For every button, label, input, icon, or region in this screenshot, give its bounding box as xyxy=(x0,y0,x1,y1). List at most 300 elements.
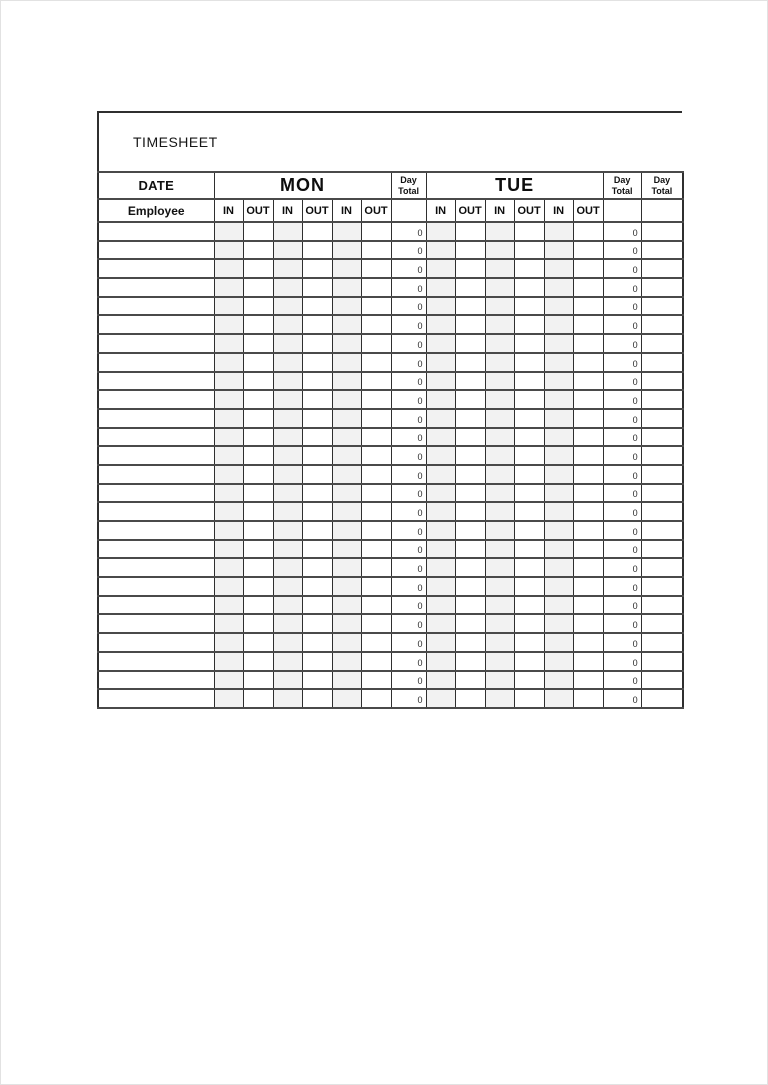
date-cell xyxy=(98,633,214,652)
mon-out-cell-3 xyxy=(361,297,391,316)
tue-out-cell-2 xyxy=(514,259,544,278)
mon-out-cell-3 xyxy=(361,222,391,241)
tue-out-cell-2 xyxy=(514,484,544,503)
mon-out-cell-3 xyxy=(361,484,391,503)
mon-in-cell-3 xyxy=(332,689,361,708)
mon-day-total-cell: 0 xyxy=(391,278,426,297)
mon-out-cell-3 xyxy=(361,502,391,521)
mon-out-cell-3 xyxy=(361,465,391,484)
timesheet-row xyxy=(98,428,683,447)
mon-in-cell-1 xyxy=(214,353,243,372)
mon-out-cell-2 xyxy=(302,484,332,503)
mon-in-cell-2 xyxy=(273,222,302,241)
mon-day-total-cell: 0 xyxy=(391,446,426,465)
third-day-total-cell xyxy=(641,577,683,596)
mon-out-header-3: OUT xyxy=(361,199,391,222)
timesheet-row xyxy=(98,241,683,260)
mon-in-cell-1 xyxy=(214,671,243,690)
mon-in-cell-1 xyxy=(214,390,243,409)
third-day-total-cell xyxy=(641,633,683,652)
mon-out-cell-1 xyxy=(243,278,273,297)
timesheet-row xyxy=(98,297,683,316)
mon-in-cell-3 xyxy=(332,446,361,465)
tue-day-total-cell: 0 xyxy=(603,372,641,391)
date-cell xyxy=(98,540,214,559)
tue-out-cell-1 xyxy=(455,465,485,484)
tue-day-total-cell: 0 xyxy=(603,297,641,316)
mon-in-cell-3 xyxy=(332,297,361,316)
tue-day-total-cell: 0 xyxy=(603,446,641,465)
tue-in-cell-2 xyxy=(485,652,514,671)
date-cell xyxy=(98,614,214,633)
tue-out-cell-3 xyxy=(573,390,603,409)
tue-out-cell-3 xyxy=(573,428,603,447)
tue-out-header-2: OUT xyxy=(514,199,544,222)
third-day-total-cell xyxy=(641,297,683,316)
tue-in-cell-1 xyxy=(426,521,455,540)
tue-day-total-cell: 0 xyxy=(603,633,641,652)
mon-in-cell-3 xyxy=(332,259,361,278)
tue-in-cell-3 xyxy=(544,259,573,278)
tue-out-cell-1 xyxy=(455,353,485,372)
third-day-total-cell xyxy=(641,446,683,465)
timesheet-row xyxy=(98,484,683,503)
tue-in-cell-1 xyxy=(426,390,455,409)
tue-in-cell-2 xyxy=(485,241,514,260)
tue-day-total-cell: 0 xyxy=(603,241,641,260)
timesheet-row xyxy=(98,577,683,596)
tue-in-cell-3 xyxy=(544,689,573,708)
mon-in-header-3: IN xyxy=(332,199,361,222)
mon-in-cell-3 xyxy=(332,222,361,241)
tue-out-cell-2 xyxy=(514,222,544,241)
mon-in-cell-2 xyxy=(273,671,302,690)
tue-in-cell-2 xyxy=(485,278,514,297)
tue-in-cell-3 xyxy=(544,428,573,447)
tue-out-cell-2 xyxy=(514,614,544,633)
mon-out-cell-1 xyxy=(243,297,273,316)
date-cell xyxy=(98,241,214,260)
tue-out-cell-1 xyxy=(455,633,485,652)
tue-out-cell-3 xyxy=(573,633,603,652)
tue-out-cell-1 xyxy=(455,521,485,540)
tue-in-cell-3 xyxy=(544,222,573,241)
mon-in-cell-1 xyxy=(214,577,243,596)
tue-out-cell-2 xyxy=(514,502,544,521)
mon-day-total-cell: 0 xyxy=(391,484,426,503)
tue-in-cell-1 xyxy=(426,614,455,633)
header-row-days xyxy=(98,172,683,199)
third-day-total-cell xyxy=(641,689,683,708)
tue-out-cell-1 xyxy=(455,484,485,503)
tue-out-cell-2 xyxy=(514,465,544,484)
mon-in-cell-3 xyxy=(332,614,361,633)
tue-in-cell-3 xyxy=(544,353,573,372)
mon-day-total-cell: 0 xyxy=(391,390,426,409)
tue-out-cell-3 xyxy=(573,259,603,278)
tue-in-cell-1 xyxy=(426,428,455,447)
third-day-total-cell xyxy=(641,652,683,671)
timesheet-row xyxy=(98,689,683,708)
mon-out-cell-3 xyxy=(361,241,391,260)
tue-in-cell-3 xyxy=(544,241,573,260)
date-cell xyxy=(98,577,214,596)
third-day-total-cell xyxy=(641,222,683,241)
mon-day-total-header: Day Total xyxy=(391,172,426,199)
tue-out-cell-3 xyxy=(573,465,603,484)
mon-in-cell-2 xyxy=(273,558,302,577)
tue-in-cell-2 xyxy=(485,521,514,540)
mon-in-cell-2 xyxy=(273,652,302,671)
timesheet-table xyxy=(97,171,684,709)
tue-out-cell-3 xyxy=(573,614,603,633)
mon-in-cell-1 xyxy=(214,540,243,559)
third-day-total-cell xyxy=(641,334,683,353)
tue-out-cell-1 xyxy=(455,390,485,409)
tue-day-total-cell: 0 xyxy=(603,502,641,521)
tue-in-cell-1 xyxy=(426,577,455,596)
mon-day-total-cell: 0 xyxy=(391,689,426,708)
mon-out-cell-3 xyxy=(361,521,391,540)
tue-in-cell-2 xyxy=(485,297,514,316)
tue-out-cell-2 xyxy=(514,372,544,391)
mon-day-total-cell: 0 xyxy=(391,428,426,447)
tue-in-cell-3 xyxy=(544,278,573,297)
date-cell xyxy=(98,558,214,577)
mon-out-cell-2 xyxy=(302,372,332,391)
tue-in-cell-1 xyxy=(426,334,455,353)
mon-in-cell-3 xyxy=(332,540,361,559)
mon-in-cell-3 xyxy=(332,334,361,353)
mon-in-cell-1 xyxy=(214,297,243,316)
mon-out-cell-2 xyxy=(302,596,332,615)
mon-out-cell-3 xyxy=(361,315,391,334)
mon-out-cell-3 xyxy=(361,428,391,447)
mon-in-cell-2 xyxy=(273,521,302,540)
tue-in-cell-2 xyxy=(485,577,514,596)
mon-out-cell-2 xyxy=(302,297,332,316)
tue-in-cell-3 xyxy=(544,558,573,577)
mon-in-cell-2 xyxy=(273,596,302,615)
mon-day-total-cell: 0 xyxy=(391,521,426,540)
mon-out-cell-2 xyxy=(302,633,332,652)
mon-out-cell-2 xyxy=(302,652,332,671)
mon-out-cell-3 xyxy=(361,409,391,428)
tue-out-cell-1 xyxy=(455,259,485,278)
mon-in-header-1: IN xyxy=(214,199,243,222)
tue-out-cell-2 xyxy=(514,633,544,652)
mon-out-cell-2 xyxy=(302,614,332,633)
timesheet-row xyxy=(98,409,683,428)
date-cell xyxy=(98,353,214,372)
table-header xyxy=(98,172,683,222)
mon-out-cell-1 xyxy=(243,259,273,278)
timesheet-row xyxy=(98,334,683,353)
tue-out-cell-3 xyxy=(573,558,603,577)
tue-in-cell-3 xyxy=(544,372,573,391)
mon-out-cell-3 xyxy=(361,259,391,278)
mon-day-total-cell: 0 xyxy=(391,297,426,316)
tue-in-cell-1 xyxy=(426,484,455,503)
tue-day-total-cell: 0 xyxy=(603,689,641,708)
mon-out-cell-2 xyxy=(302,502,332,521)
mon-out-cell-2 xyxy=(302,428,332,447)
timesheet-row xyxy=(98,259,683,278)
mon-in-cell-1 xyxy=(214,409,243,428)
mon-out-cell-3 xyxy=(361,596,391,615)
tue-day-total-cell: 0 xyxy=(603,428,641,447)
mon-out-cell-3 xyxy=(361,390,391,409)
tue-out-cell-2 xyxy=(514,540,544,559)
mon-out-cell-1 xyxy=(243,409,273,428)
tue-out-cell-3 xyxy=(573,241,603,260)
tue-day-total-cell: 0 xyxy=(603,465,641,484)
mon-in-cell-2 xyxy=(273,241,302,260)
employee-header: Employee xyxy=(98,199,214,222)
mon-in-cell-3 xyxy=(332,353,361,372)
tue-out-cell-2 xyxy=(514,577,544,596)
tue-in-cell-3 xyxy=(544,652,573,671)
mon-in-cell-3 xyxy=(332,484,361,503)
timesheet-row xyxy=(98,671,683,690)
mon-in-cell-1 xyxy=(214,633,243,652)
third-day-total-cell xyxy=(641,353,683,372)
tue-out-cell-2 xyxy=(514,521,544,540)
tue-out-cell-1 xyxy=(455,334,485,353)
tue-out-cell-3 xyxy=(573,334,603,353)
tue-out-cell-3 xyxy=(573,671,603,690)
tue-in-header-1: IN xyxy=(426,199,455,222)
tue-day-total-header: Day Total xyxy=(603,172,641,199)
tue-in-cell-1 xyxy=(426,353,455,372)
tue-day-total-cell: 0 xyxy=(603,521,641,540)
tue-column-header: TUE xyxy=(426,172,603,199)
tue-day-total-cell: 0 xyxy=(603,577,641,596)
mon-out-cell-1 xyxy=(243,484,273,503)
mon-in-cell-1 xyxy=(214,614,243,633)
mon-in-cell-3 xyxy=(332,465,361,484)
mon-out-cell-1 xyxy=(243,689,273,708)
mon-day-total-cell: 0 xyxy=(391,315,426,334)
timesheet-row xyxy=(98,596,683,615)
timesheet-body xyxy=(98,222,683,708)
mon-out-cell-1 xyxy=(243,315,273,334)
mon-in-cell-1 xyxy=(214,222,243,241)
mon-day-total-cell: 0 xyxy=(391,241,426,260)
mon-day-total-cell: 0 xyxy=(391,577,426,596)
tue-in-cell-3 xyxy=(544,540,573,559)
date-cell xyxy=(98,671,214,690)
mon-day-total-cell: 0 xyxy=(391,671,426,690)
tue-in-cell-1 xyxy=(426,241,455,260)
mon-in-cell-1 xyxy=(214,428,243,447)
tue-out-cell-2 xyxy=(514,446,544,465)
tue-in-cell-2 xyxy=(485,446,514,465)
mon-column-header: MON xyxy=(214,172,391,199)
tue-in-cell-2 xyxy=(485,222,514,241)
tue-out-cell-1 xyxy=(455,652,485,671)
mon-out-cell-3 xyxy=(361,558,391,577)
date-column-header: DATE xyxy=(98,172,214,199)
tue-out-cell-3 xyxy=(573,353,603,372)
tue-out-cell-1 xyxy=(455,558,485,577)
mon-out-cell-2 xyxy=(302,671,332,690)
mon-in-cell-3 xyxy=(332,633,361,652)
tue-out-cell-3 xyxy=(573,315,603,334)
tue-out-cell-1 xyxy=(455,689,485,708)
third-day-total-cell xyxy=(641,278,683,297)
tue-out-cell-3 xyxy=(573,278,603,297)
mon-out-cell-1 xyxy=(243,428,273,447)
mon-in-cell-2 xyxy=(273,297,302,316)
tue-out-cell-3 xyxy=(573,689,603,708)
tue-in-cell-2 xyxy=(485,259,514,278)
tue-in-cell-2 xyxy=(485,614,514,633)
mon-in-cell-1 xyxy=(214,446,243,465)
mon-out-cell-3 xyxy=(361,633,391,652)
mon-in-cell-2 xyxy=(273,502,302,521)
timesheet-row xyxy=(98,315,683,334)
third-day-total-cell xyxy=(641,409,683,428)
date-cell xyxy=(98,446,214,465)
mon-in-cell-2 xyxy=(273,259,302,278)
mon-in-cell-1 xyxy=(214,259,243,278)
mon-out-cell-2 xyxy=(302,241,332,260)
tue-in-header-2: IN xyxy=(485,199,514,222)
mon-in-cell-2 xyxy=(273,446,302,465)
date-cell xyxy=(98,409,214,428)
mon-out-cell-3 xyxy=(361,652,391,671)
mon-out-cell-1 xyxy=(243,372,273,391)
timesheet-row xyxy=(98,614,683,633)
mon-day-total-cell: 0 xyxy=(391,633,426,652)
tue-in-cell-1 xyxy=(426,633,455,652)
mon-out-cell-1 xyxy=(243,540,273,559)
third-day-total-cell xyxy=(641,671,683,690)
tue-out-header-3: OUT xyxy=(573,199,603,222)
tue-in-cell-3 xyxy=(544,297,573,316)
tue-out-cell-2 xyxy=(514,558,544,577)
mon-out-cell-2 xyxy=(302,465,332,484)
mon-in-cell-2 xyxy=(273,614,302,633)
mon-out-cell-2 xyxy=(302,278,332,297)
mon-out-cell-2 xyxy=(302,315,332,334)
title-row xyxy=(97,111,682,171)
tue-in-cell-1 xyxy=(426,502,455,521)
tue-in-cell-2 xyxy=(485,409,514,428)
mon-out-cell-2 xyxy=(302,259,332,278)
third-day-total-subheader xyxy=(641,199,683,222)
mon-out-cell-3 xyxy=(361,278,391,297)
tue-day-total-cell: 0 xyxy=(603,614,641,633)
mon-out-cell-3 xyxy=(361,372,391,391)
tue-out-cell-2 xyxy=(514,241,544,260)
tue-in-cell-1 xyxy=(426,297,455,316)
third-day-total-cell xyxy=(641,558,683,577)
tue-in-cell-2 xyxy=(485,353,514,372)
page-title: TIMESHEET xyxy=(133,134,218,150)
tue-in-cell-1 xyxy=(426,652,455,671)
mon-out-cell-1 xyxy=(243,652,273,671)
tue-out-cell-1 xyxy=(455,409,485,428)
mon-out-cell-2 xyxy=(302,222,332,241)
mon-day-total-cell: 0 xyxy=(391,372,426,391)
tue-out-cell-1 xyxy=(455,502,485,521)
mon-out-cell-2 xyxy=(302,558,332,577)
tue-in-header-3: IN xyxy=(544,199,573,222)
tue-in-cell-2 xyxy=(485,372,514,391)
mon-in-cell-1 xyxy=(214,334,243,353)
mon-in-cell-2 xyxy=(273,577,302,596)
date-cell xyxy=(98,259,214,278)
mon-out-cell-2 xyxy=(302,446,332,465)
tue-day-total-cell: 0 xyxy=(603,671,641,690)
tue-out-cell-1 xyxy=(455,540,485,559)
tue-in-cell-3 xyxy=(544,502,573,521)
tue-in-cell-3 xyxy=(544,315,573,334)
tue-in-cell-1 xyxy=(426,689,455,708)
mon-day-total-cell: 0 xyxy=(391,409,426,428)
tue-out-cell-1 xyxy=(455,577,485,596)
tue-out-cell-3 xyxy=(573,596,603,615)
mon-out-cell-2 xyxy=(302,353,332,372)
timesheet-row xyxy=(98,652,683,671)
mon-in-cell-1 xyxy=(214,484,243,503)
mon-in-cell-3 xyxy=(332,596,361,615)
tue-in-cell-3 xyxy=(544,614,573,633)
mon-out-cell-1 xyxy=(243,633,273,652)
tue-in-cell-2 xyxy=(485,633,514,652)
mon-day-total-cell: 0 xyxy=(391,558,426,577)
mon-day-total-cell: 0 xyxy=(391,465,426,484)
mon-out-cell-2 xyxy=(302,409,332,428)
third-day-total-cell xyxy=(641,372,683,391)
tue-day-total-cell: 0 xyxy=(603,259,641,278)
mon-in-cell-1 xyxy=(214,502,243,521)
tue-in-cell-1 xyxy=(426,540,455,559)
mon-out-cell-3 xyxy=(361,446,391,465)
mon-out-cell-2 xyxy=(302,540,332,559)
timesheet-row xyxy=(98,558,683,577)
date-cell xyxy=(98,484,214,503)
tue-out-cell-3 xyxy=(573,297,603,316)
mon-out-cell-1 xyxy=(243,353,273,372)
date-cell xyxy=(98,428,214,447)
tue-in-cell-1 xyxy=(426,315,455,334)
tue-out-cell-1 xyxy=(455,446,485,465)
mon-in-cell-2 xyxy=(273,633,302,652)
third-day-total-cell xyxy=(641,241,683,260)
mon-out-cell-1 xyxy=(243,241,273,260)
mon-in-cell-1 xyxy=(214,652,243,671)
tue-out-cell-1 xyxy=(455,241,485,260)
tue-in-cell-3 xyxy=(544,334,573,353)
tue-day-total-subheader xyxy=(603,199,641,222)
timesheet-row xyxy=(98,521,683,540)
tue-day-total-cell: 0 xyxy=(603,540,641,559)
mon-day-total-subheader xyxy=(391,199,426,222)
timesheet-row xyxy=(98,446,683,465)
mon-out-cell-3 xyxy=(361,671,391,690)
mon-day-total-cell: 0 xyxy=(391,652,426,671)
mon-in-header-2: IN xyxy=(273,199,302,222)
date-cell xyxy=(98,390,214,409)
tue-out-cell-1 xyxy=(455,222,485,241)
mon-out-cell-3 xyxy=(361,577,391,596)
tue-in-cell-3 xyxy=(544,390,573,409)
tue-out-cell-1 xyxy=(455,297,485,316)
mon-out-cell-2 xyxy=(302,521,332,540)
